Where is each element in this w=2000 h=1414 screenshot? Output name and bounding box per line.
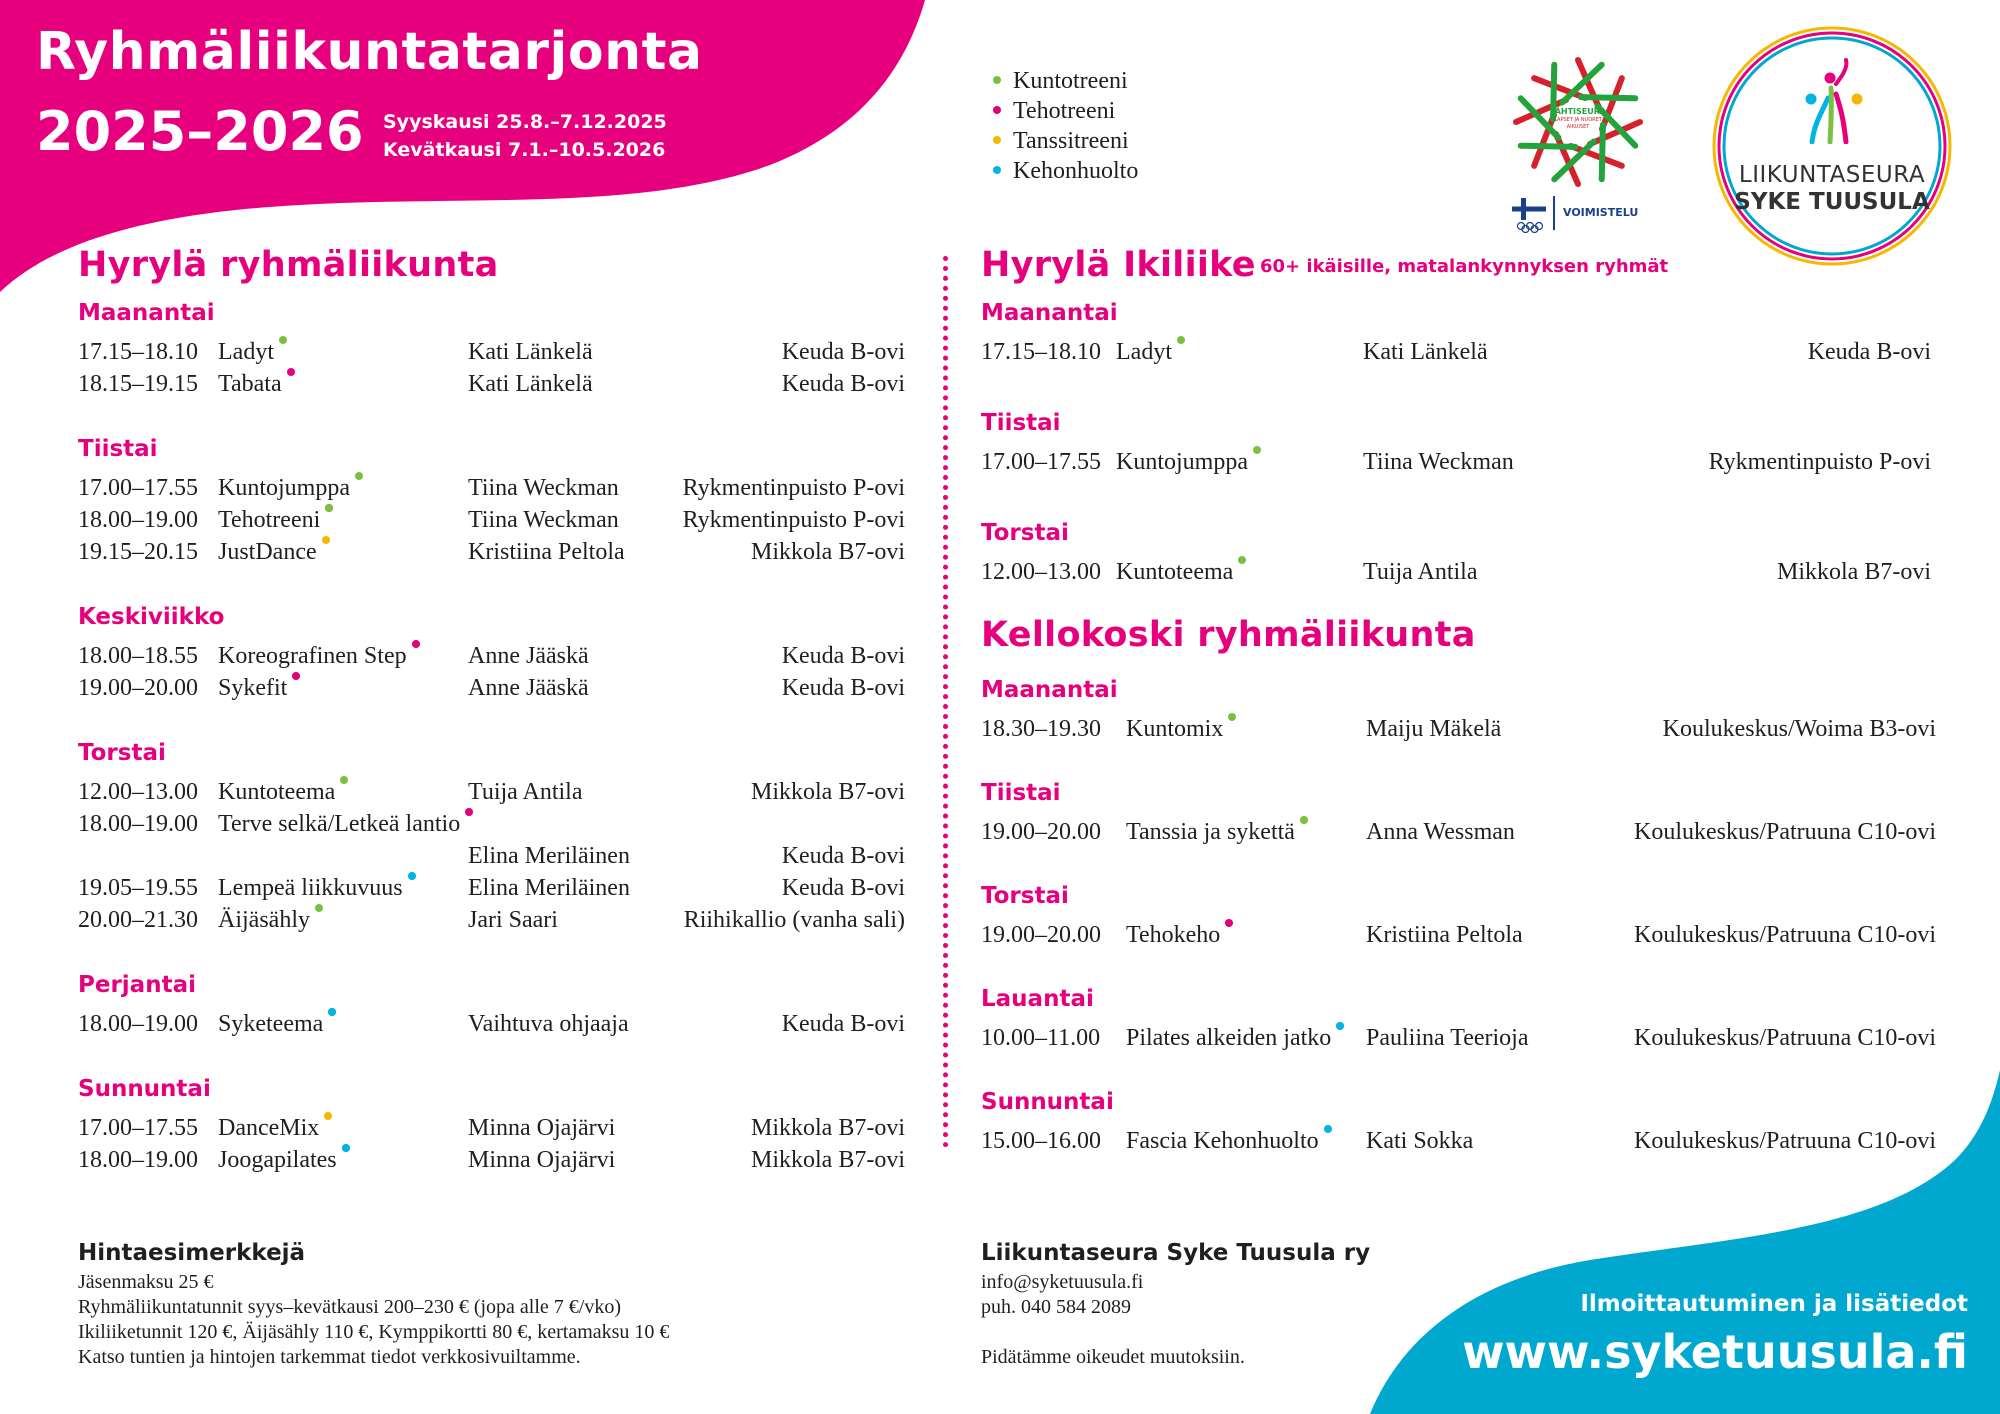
legend [993,66,1138,186]
day-heading: Perjantai [78,972,196,998]
day-heading: Sunnuntai [78,1076,211,1102]
schedule-row [981,446,1931,478]
class-location: Keuda B-ovi [781,371,905,397]
class-time: 19.00–20.00 [78,675,198,701]
day-heading: Tiistai [981,780,1061,806]
day-heading: Keskiviikko [78,604,225,630]
prices-block [78,1240,669,1370]
schedule-row [78,872,905,904]
class-instructor: Anna Wessman [1366,819,1515,845]
schedule-row [981,1022,1936,1054]
class-name: Koreografinen Step [218,640,407,672]
section-title-ikiliike: Hyrylä Ikiliike [981,245,1256,285]
price-line: Ryhmäliikuntatunnit syys–kevätkausi 200–230 € (jopa alle 7 €/vko) [78,1296,622,1318]
category-dot [1228,713,1236,721]
class-name: Kuntojumppa [218,472,350,504]
schedule-row [78,336,905,368]
schedule-row [78,504,905,536]
class-time: 19.00–20.00 [981,922,1101,948]
class-instructor: Tiina Weckman [468,507,619,533]
day-heading: Maanantai [78,300,215,326]
class-time: 17.15–18.10 [981,339,1101,365]
contact-note: Pidätämme oikeudet muutoksiin. [981,1346,1245,1368]
class-name: Tabata [218,368,282,400]
contact-spacer [981,1320,1370,1345]
class-instructor: Vaihtuva ohjaaja [468,1011,629,1037]
class-location: Koulukeskus/Patruuna C10-ovi [1634,922,1936,948]
cta-text: Ilmoittautuminen ja lisätiedot [1580,1291,1968,1317]
page-years: 2025–2026 [36,100,364,163]
category-dot [322,536,330,544]
schedule-row [78,904,905,936]
class-instructor: Kristiina Peltola [1366,922,1523,948]
class-location: Keuda B-ovi [781,675,905,701]
olympic-rings-icon [1516,221,1544,233]
class-name: Pilates alkeiden jatko [1126,1022,1331,1054]
class-time: 20.00–21.30 [78,907,198,933]
contact-phone: puh. 040 584 2089 [981,1296,1131,1318]
class-location: Riihikallio (vanha sali) [683,907,905,933]
class-time: 12.00–13.00 [981,559,1101,585]
season-spring: Kevätkausi 7.1.–10.5.2026 [383,139,666,161]
day-heading: Sunnuntai [981,1089,1114,1115]
category-dot [355,472,363,480]
legend-dot [993,106,1001,114]
class-location: Rykmentinpuisto P-ovi [682,475,905,501]
class-instructor: Anne Jääskä [468,643,589,669]
day-heading: Maanantai [981,300,1118,326]
legend-item: Tehotreeni [993,96,1138,126]
class-location: Koulukeskus/Woima B3-ovi [1662,716,1936,742]
club-logo-line1: LIIKUNTASEURA [1738,162,1926,188]
schedule-row [78,672,905,704]
category-dot [1324,1125,1332,1133]
category-dot [1336,1022,1344,1030]
class-time: 18.00–19.00 [78,1011,198,1037]
class-time: 19.15–20.15 [78,539,198,565]
category-dot [287,368,295,376]
category-dot [328,1008,336,1016]
section-title-kellokoski: Kellokoski ryhmäliikunta [981,615,1476,655]
price-line: Katso tuntien ja hintojen tarkemmat tiedot verkkosivuiltamme. [78,1346,581,1368]
column-divider [943,256,948,1148]
class-location: Keuda B-ovi [781,339,905,365]
class-name: DanceMix [218,1112,319,1144]
day-heading: Torstai [981,520,1069,546]
class-location: Keuda B-ovi [781,843,905,869]
class-name: Ladyt [218,336,274,368]
class-location: Koulukeskus/Patruuna C10-ovi [1634,819,1936,845]
day-heading: Tiistai [981,410,1061,436]
schedule-row [78,472,905,504]
class-location: Koulukeskus/Patruuna C10-ovi [1634,1025,1936,1051]
schedule-row [78,1112,905,1144]
class-time: 17.00–17.55 [78,1115,198,1141]
section-subtitle-ikiliike: 60+ ikäisille, matalankynnyksen ryhmät [1260,256,1669,277]
section-title-hyryla: Hyrylä ryhmäliikunta [78,245,499,285]
schedule-row [78,1144,905,1176]
class-time: 19.05–19.55 [78,875,198,901]
class-location: Mikkola B7-ovi [751,1147,905,1173]
schedule-row [78,776,905,808]
club-dancer-icon [1802,58,1866,144]
class-instructor: Tiina Weckman [1363,449,1514,475]
class-location: Mikkola B7-ovi [751,1115,905,1141]
class-location: Keuda B-ovi [781,875,905,901]
class-time: 18.00–19.00 [78,1147,198,1173]
prices-title: Hintaesimerkkejä [78,1240,306,1266]
category-dot [324,1112,332,1120]
class-time: 18.00–18.55 [78,643,198,669]
category-dot [465,808,473,816]
class-location: Mikkola B7-ovi [751,779,905,805]
class-name: Kuntomix [1126,713,1223,745]
schedule-row [78,1008,905,1040]
category-dot [408,872,416,880]
class-time: 18.00–19.00 [78,811,198,837]
class-name: Joogapilates [218,1144,337,1176]
class-location: Koulukeskus/Patruuna C10-ovi [1634,1128,1936,1154]
class-location: Rykmentinpuisto P-ovi [682,507,905,533]
category-dot [1238,556,1246,564]
tahtiseura-sublabel: LAPSET JA NUORET AIKUISET [1554,117,1602,130]
class-instructor: Tuija Antila [468,779,583,805]
class-instructor: Kristiina Peltola [468,539,625,565]
class-time: 10.00–11.00 [981,1025,1101,1051]
season-autumn: Syyskausi 25.8.–7.12.2025 [383,111,667,133]
class-name: JustDance [218,536,317,568]
schedule-row [981,919,1936,951]
legend-item: Kehonhuolto [993,156,1138,186]
category-dot [1225,919,1233,927]
schedule-row [981,556,1931,588]
contact-title: Liikuntaseura Syke Tuusula ry [981,1240,1371,1266]
class-time: 17.00–17.55 [981,449,1101,475]
legend-item: Kuntotreeni [993,66,1138,96]
class-instructor: Jari Saari [468,907,558,933]
class-instructor: Minna Ojajärvi [468,1147,616,1173]
class-time: 17.00–17.55 [78,475,198,501]
class-instructor: Elina Meriläinen [468,843,630,869]
contact-block [981,1240,1370,1370]
schedule-row [78,368,905,400]
class-time: 12.00–13.00 [78,779,198,805]
voimistelu-label: VOIMISTELU [1563,206,1639,219]
category-dot [315,904,323,912]
class-location: Mikkola B7-ovi [1777,559,1931,585]
category-dot [1253,446,1261,454]
category-dot [342,1144,350,1152]
class-time: 15.00–16.00 [981,1128,1101,1154]
class-instructor: Tiina Weckman [468,475,619,501]
schedule-row [78,536,905,568]
day-heading: Torstai [78,740,166,766]
category-dot [340,776,348,784]
class-instructor: Kati Länkelä [1363,339,1488,365]
page-title: Ryhmäliikuntatarjonta [36,22,703,82]
class-time: 18.30–19.30 [981,716,1101,742]
category-dot [279,336,287,344]
class-instructor: Tuija Antila [1363,559,1478,585]
class-instructor: Kati Sokka [1366,1128,1474,1154]
day-heading: Tiistai [78,436,158,462]
class-name: Syketeema [218,1008,323,1040]
class-time: 18.00–19.00 [78,507,198,533]
finnish-flag-icon [1512,198,1546,220]
price-line: Jäsenmaksu 25 € [78,1271,214,1293]
class-name: Kuntoteema [218,776,335,808]
legend-item: Tanssitreeni [993,126,1138,156]
price-line: Ikiliiketunnit 120 €, Äijäsähly 110 €, Kymppikortti 80 €, kertamaksu 10 € [78,1321,670,1343]
class-instructor: Pauliina Teerioja [1366,1025,1529,1051]
class-location: Keuda B-ovi [781,643,905,669]
class-name: Fascia Kehonhuolto [1126,1125,1319,1157]
class-instructor: Maiju Mäkelä [1366,716,1502,742]
schedule-row [981,336,1931,368]
class-time: 19.00–20.00 [981,819,1101,845]
class-location: Keuda B-ovi [781,1011,905,1037]
class-time: 17.15–18.10 [78,339,198,365]
day-heading: Maanantai [981,677,1118,703]
schedule-row [78,840,905,872]
class-name: Tehokeho [1126,919,1220,951]
logo-divider [1553,196,1555,230]
category-dot [1177,336,1185,344]
schedule-row [981,713,1936,745]
class-instructor: Kati Länkelä [468,339,593,365]
class-name: Äijäsähly [218,904,310,936]
schedule-row [981,1125,1936,1157]
day-heading: Torstai [981,883,1069,909]
class-name: Lempeä liikkuvuus [218,872,403,904]
category-dot [292,672,300,680]
class-name: Kuntoteema [1116,556,1233,588]
tahtiseura-label: TÄHTISEURA [1549,107,1607,116]
class-location: Rykmentinpuisto P-ovi [1708,449,1931,475]
class-instructor: Minna Ojajärvi [468,1115,616,1141]
class-location: Mikkola B7-ovi [751,539,905,565]
contact-email[interactable]: info@syketuusula.fi [981,1271,1144,1293]
class-name: Kuntojumppa [1116,446,1248,478]
cta-url[interactable]: www.syketuusula.fi [1462,1325,1968,1379]
legend-dot [993,166,1001,174]
class-instructor: Anne Jääskä [468,675,589,701]
category-dot [325,504,333,512]
class-instructor: Elina Meriläinen [468,875,630,901]
day-heading: Lauantai [981,986,1094,1012]
category-dot [412,640,420,648]
class-location: Keuda B-ovi [1807,339,1931,365]
schedule-row [78,808,905,840]
class-name: Terve selkä/Letkeä lantio [218,808,460,840]
legend-dot [993,76,1001,84]
class-time: 18.15–19.15 [78,371,198,397]
club-logo-line2: SYKE TUUSULA [1734,189,1930,215]
schedule-row [981,816,1936,848]
class-instructor: Kati Länkelä [468,371,593,397]
schedule-row [78,640,905,672]
category-dot [1300,816,1308,824]
class-name: Tehotreeni [218,504,320,536]
class-name: Sykefit [218,672,287,704]
legend-dot [993,136,1001,144]
class-name: Tanssia ja sykettä [1126,816,1295,848]
class-name: Ladyt [1116,336,1172,368]
